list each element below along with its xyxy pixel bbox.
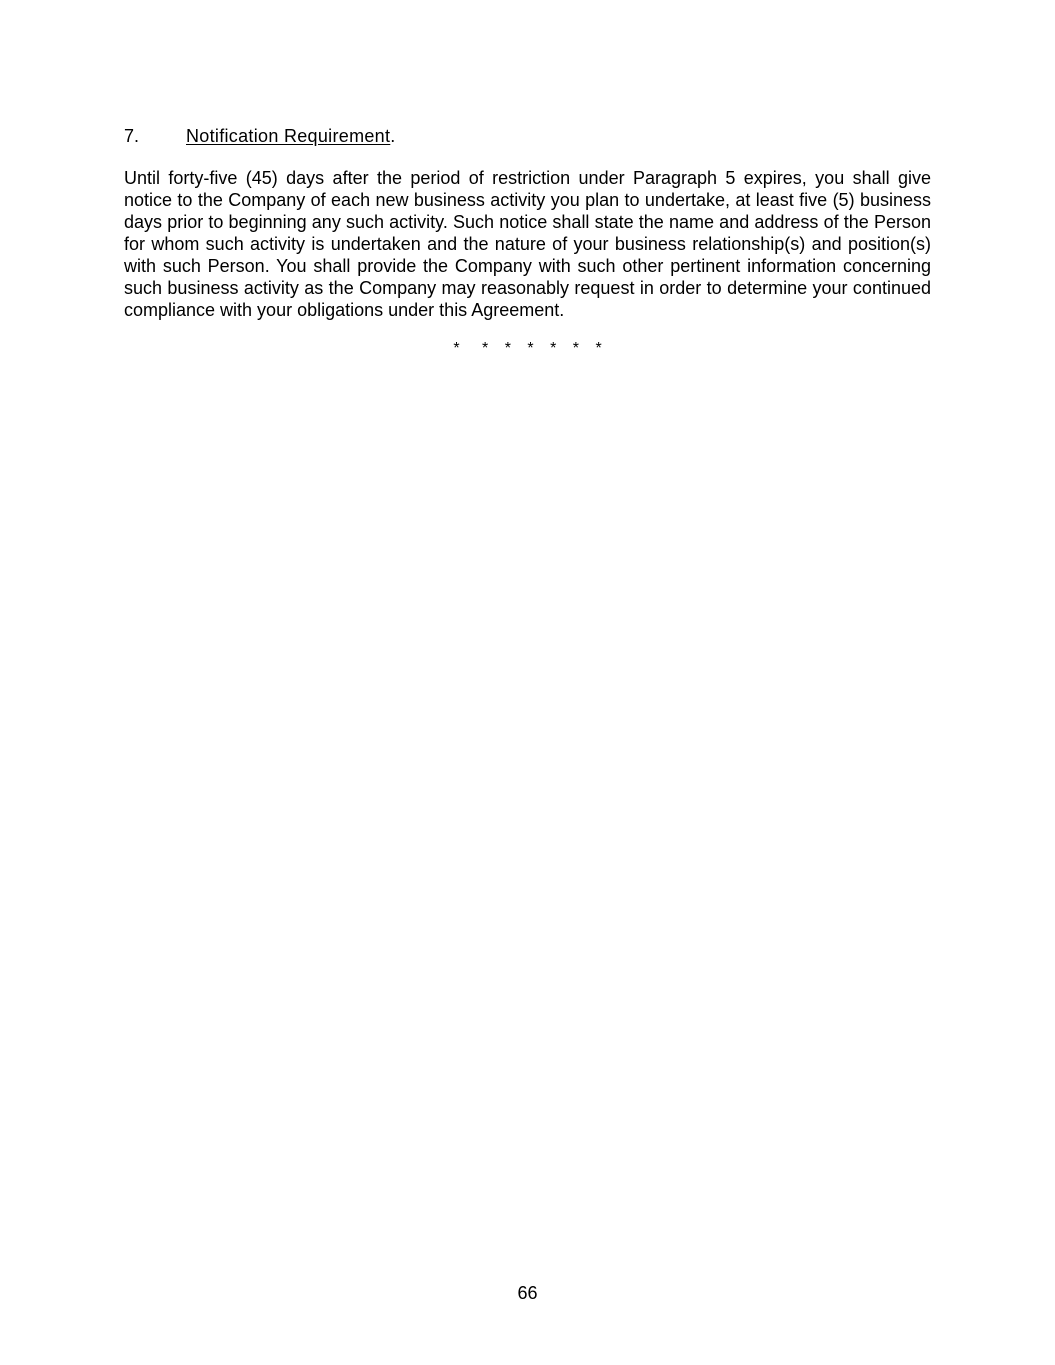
separator-star: * bbox=[527, 340, 534, 357]
separator-star: * bbox=[504, 340, 511, 357]
body-paragraph: Until forty-five (45) days after the period of restriction under Paragraph 5 expires, you shall give notice to the Company of each new business activity you plan to undertake, at least five (5) business days prior to beginning any such activity. Such notice shall state the name and address of the Person for whom such activity is undertaken and the nature of your business relationship(s) and position(s) with such Person. You shall provide the Company with such other pertinent information concerning such business activity as the Company may reasonably request in order to determine your continued compliance with your obligations under this Agreement. bbox=[124, 168, 931, 320]
separator-star: * bbox=[572, 340, 579, 357]
separator-star: * bbox=[550, 340, 557, 357]
page-number: 66 bbox=[517, 1283, 538, 1303]
separator-star: * bbox=[453, 340, 460, 357]
section-heading bbox=[124, 125, 931, 147]
section-separator bbox=[0, 339, 1055, 359]
section-number: 7. bbox=[124, 126, 140, 146]
separator-star: * bbox=[595, 340, 602, 357]
section-title: Notification Requirement bbox=[186, 126, 391, 146]
separator-star: * bbox=[482, 340, 489, 357]
section-title-suffix: . bbox=[390, 126, 396, 146]
